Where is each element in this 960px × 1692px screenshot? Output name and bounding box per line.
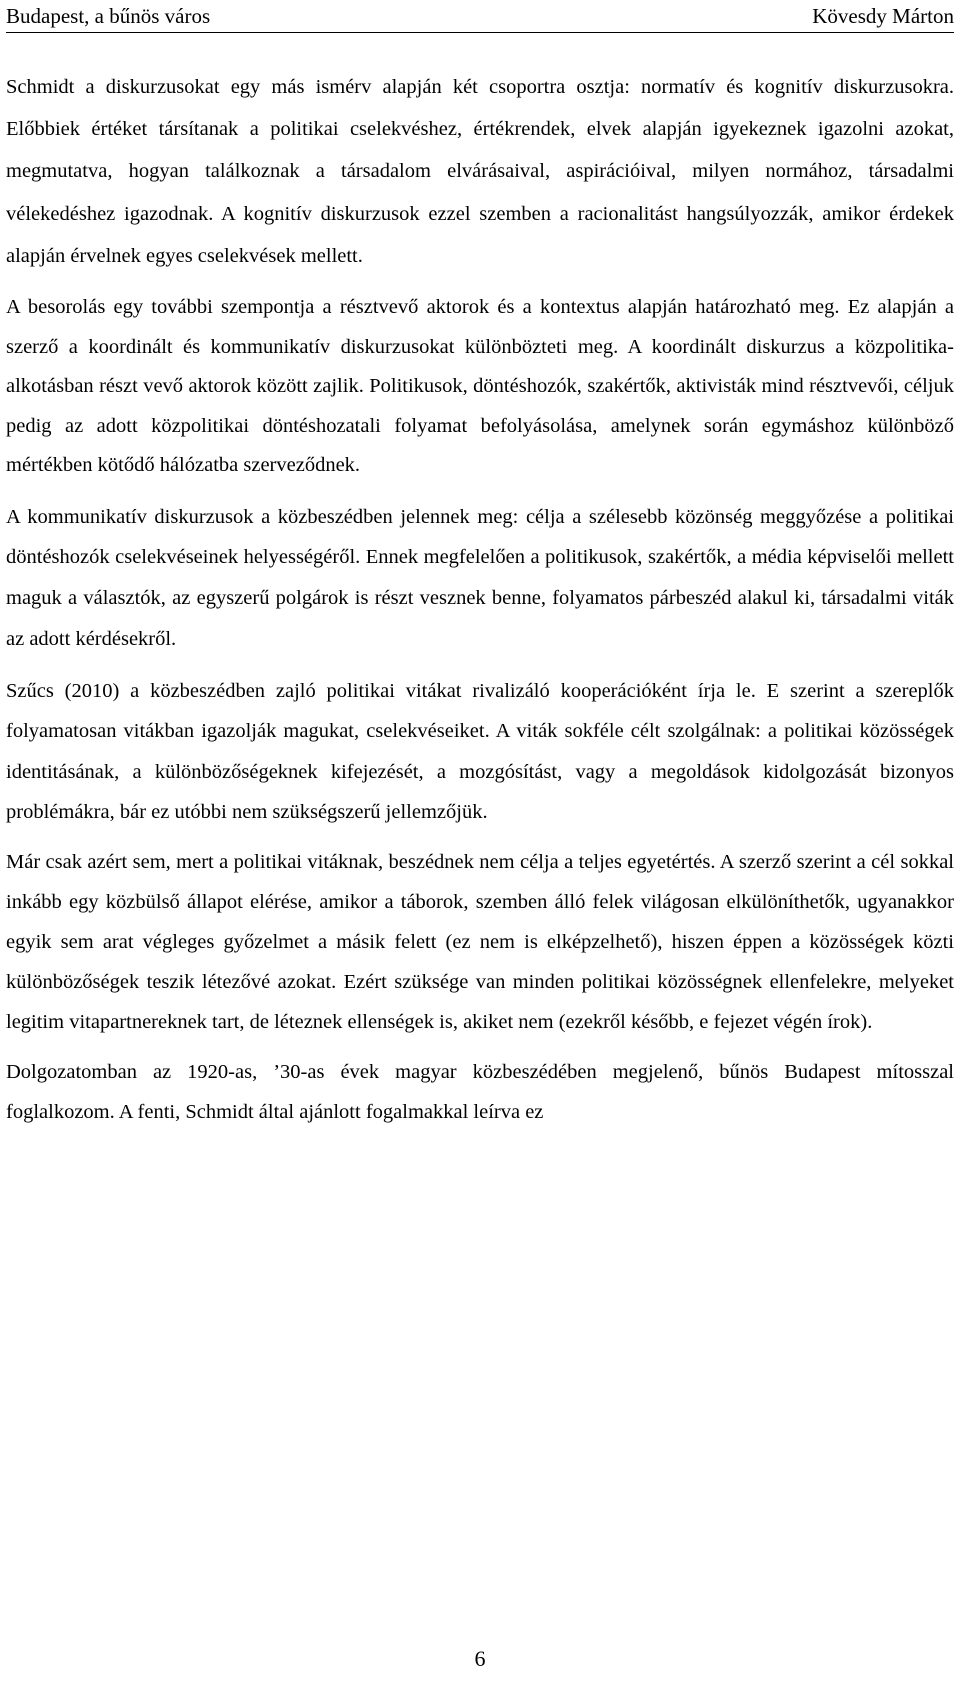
body-text — [6, 66, 954, 1132]
header-title: Budapest, a bűnös város — [6, 4, 211, 28]
header-author: Kövesdy Márton — [812, 4, 954, 28]
paragraph: Schmidt a diskurzusokat egy más ismérv alapján két csoportra osztja: normatív és kognitív diskurzusokra. Előbbiek értéket társítanak a politikai cselekvéshez, értékrendek, elvek alapján igyekeznek igazolni azokat, megmutatva, hogyan találkoznak a társadalom elvárásaival, aspirációival, milyen normához, társadalmi vélekedéshez igazodnak. A kognitív diskurzusok ezzel szemben a racionalitást hangsúlyozzák, amikor érdekek alapján érvelnek egyes cselekvések mellett. — [6, 76, 954, 267]
paragraph: Szűcs (2010) a közbeszédben zajló politikai vitákat rivalizáló kooperációként írja le. E szerint a szereplők folyamatosan vitákban igazolják magukat, cselekvéseiket. A viták sokféle célt szolgálnak: a politikai közösségek identitásának, a különbözőségeknek kifejezését, a mozgósítást, vagy a megoldások kidolgozását bizonyos problémákra, bár ez utóbbi nem szükségszerű jellemzőjük. — [6, 679, 954, 823]
page-number: 6 — [474, 1646, 486, 1671]
paragraph: Dolgozatomban az 1920-as, ’30-as évek magyar közbeszédében megjelenő, bűnös Budapest mítosszal foglalkozom. A fenti, Schmidt által ajánlott fogalmakkal leírva ez — [6, 1061, 954, 1123]
paragraph: A besorolás egy további szempontja a résztvevő aktorok és a kontextus alapján határozható meg. Ez alapján a szerző a koordinált és kommunikatív diskurzusokat különbözteti meg. A koordinált diskurzus a közpolitika-alkotásban részt vevő aktorok között zajlik. Politikusok, döntéshozók, szakértők, aktivisták mind résztvevői, céljuk pedig az adott közpolitikai döntéshozatali folyamat befolyásolása, amelynek során egymáshoz különböző mértékben kötődő hálózatba szerveződnek. — [6, 296, 954, 477]
paragraph: Már csak azért sem, mert a politikai vitáknak, beszédnek nem célja a teljes egyetértés. A szerző szerint a cél sokkal inkább egy közbülső állapot elérése, amikor a táborok, szemben álló felek világosan elkülöníthetők, ugyanakkor egyik sem arat végleges győzelmet a másik felett (ez nem is elképzelhető), hiszen éppen a közösségek közti különbözőségek teszik létezővé azokat. Ezért szüksége van minden politikai közösségnek ellenfelekre, melyeket legitim vitapartnereknek tart, de léteznek ellenségek is, akiket nem (ezekről később, e fejezet végén írok). — [6, 851, 954, 1033]
paragraph: A kommunikatív diskurzusok a közbeszédben jelennek meg: célja a szélesebb közönség meggyőzése a politikai döntéshozók cselekvéseinek helyességéről. Ennek megfelelően a politikusok, szakértők, a média képviselői mellett maguk a választók, az egyszerű polgárok is részt vesznek benne, folyamatos párbeszéd alakul ki, társadalmi viták az adott kérdésekről. — [6, 505, 954, 650]
running-header — [6, 2, 954, 33]
